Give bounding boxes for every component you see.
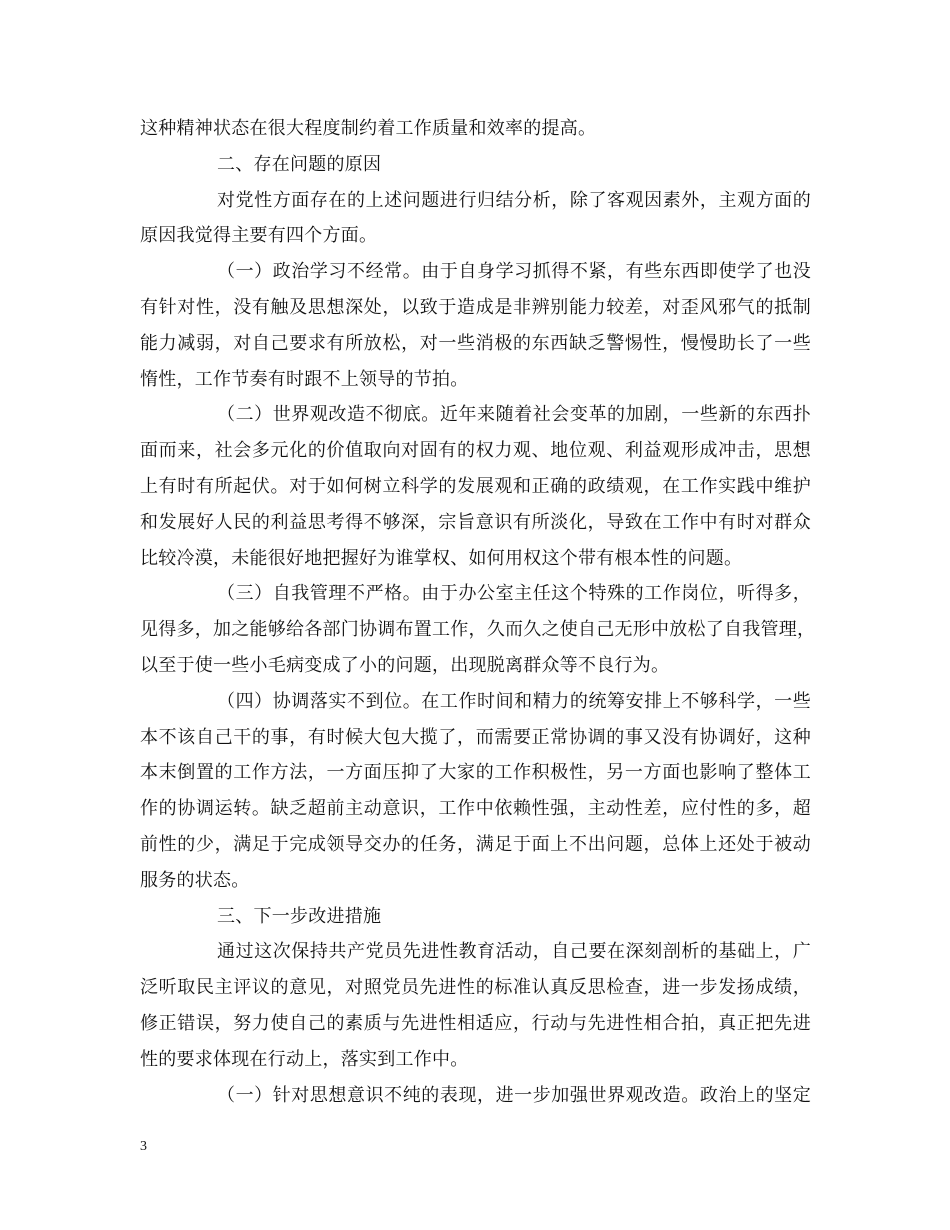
text-line: 和发展好人民的利益思考得不够深，宗旨意识有所淡化，导致在工作中有时对群众	[140, 511, 811, 533]
text-line: 能力减弱，对自己要求有所放松，对一些消极的东西缺乏警惕性，慢慢助长了一些	[140, 332, 811, 354]
text-line: 作的协调运转。缺乏超前主动意识，工作中依赖性强，主动性差，应付性的多，超	[140, 798, 811, 820]
text-line: 见得多，加之能够给各部门协调布置工作，久而久之使自己无形中放松了自我管理，	[140, 619, 816, 641]
text-line: 有针对性，没有触及思想深处，以致于造成是非辨别能力较差，对歪风邪气的抵制	[140, 297, 811, 318]
text-line: 对党性方面存在的上述问题进行归结分析，除了客观因素外，主观方面的	[217, 189, 811, 211]
text-line: （二）世界观改造不彻底。近年来随着社会变革的加剧，一些新的东西扑	[217, 404, 811, 426]
text-line: 惰性，工作节奏有时跟不上领导的节拍。	[140, 368, 469, 390]
page-number: 3	[140, 1139, 147, 1154]
text-line: 服务的状态。	[140, 869, 250, 891]
text-line: 本不该自己干的事，有时候大包大揽了，而需要正常协调的事又没有协调好，这种	[140, 726, 811, 748]
text-line: 修正错误，努力使自己的素质与先进性相适应，行动与先进性相合拍，真正把先进	[140, 1013, 811, 1034]
text-line: 以至于使一些小毛病变成了小的问题，出现脱离群众等不良行为。	[140, 655, 670, 676]
text-line: （一）政治学习不经常。由于自身学习抓得不紧，有些东西即使学了也没	[217, 261, 811, 283]
text-line: 原因我觉得主要有四个方面。	[140, 225, 378, 247]
text-line: （四）协调落实不到位。在工作时间和精力的统筹安排上不够科学，一些	[217, 690, 811, 712]
text-line: 性的要求体现在行动上，落实到工作中。	[140, 1048, 469, 1070]
text-line: 比较冷漠，未能很好地把握好为谁掌权、如何用权这个带有根本性的问题。	[140, 547, 743, 569]
text-line: （三）自我管理不严格。由于办公室主任这个特殊的工作岗位，听得多，	[217, 583, 811, 605]
text-line: 三、下一步改进措施	[217, 905, 382, 927]
text-line: 前性的少，满足于完成领导交办的任务，满足于面上不出问题，总体上还处于被动	[140, 834, 811, 855]
text-line: 面而来，社会多元化的价值取向对固有的权力观、地位观、利益观形成冲击，思想	[140, 440, 811, 462]
text-line: 通过这次保持共产党员先进性教育活动，自己要在深刻剖析的基础上，广	[217, 941, 811, 963]
text-line: 上有时有所起伏。对于如何树立科学的发展观和正确的政绩观，在工作实践中维护	[140, 476, 811, 497]
text-line: 泛听取民主评议的意见，对照党员先进性的标准认真反思检查，进一步发扬成绩，	[140, 977, 811, 999]
text-line: 二、存在问题的原因	[217, 153, 382, 175]
text-line: 这种精神状态在很大程度制约着工作质量和效率的提高。	[140, 118, 597, 139]
text-line: 本末倒置的工作方法，一方面压抑了大家的工作积极性，另一方面也影响了整体工	[140, 762, 811, 784]
text-line: （一）针对思想意识不纯的表现，进一步加强世界观改造。政治上的坚定	[217, 1084, 811, 1106]
